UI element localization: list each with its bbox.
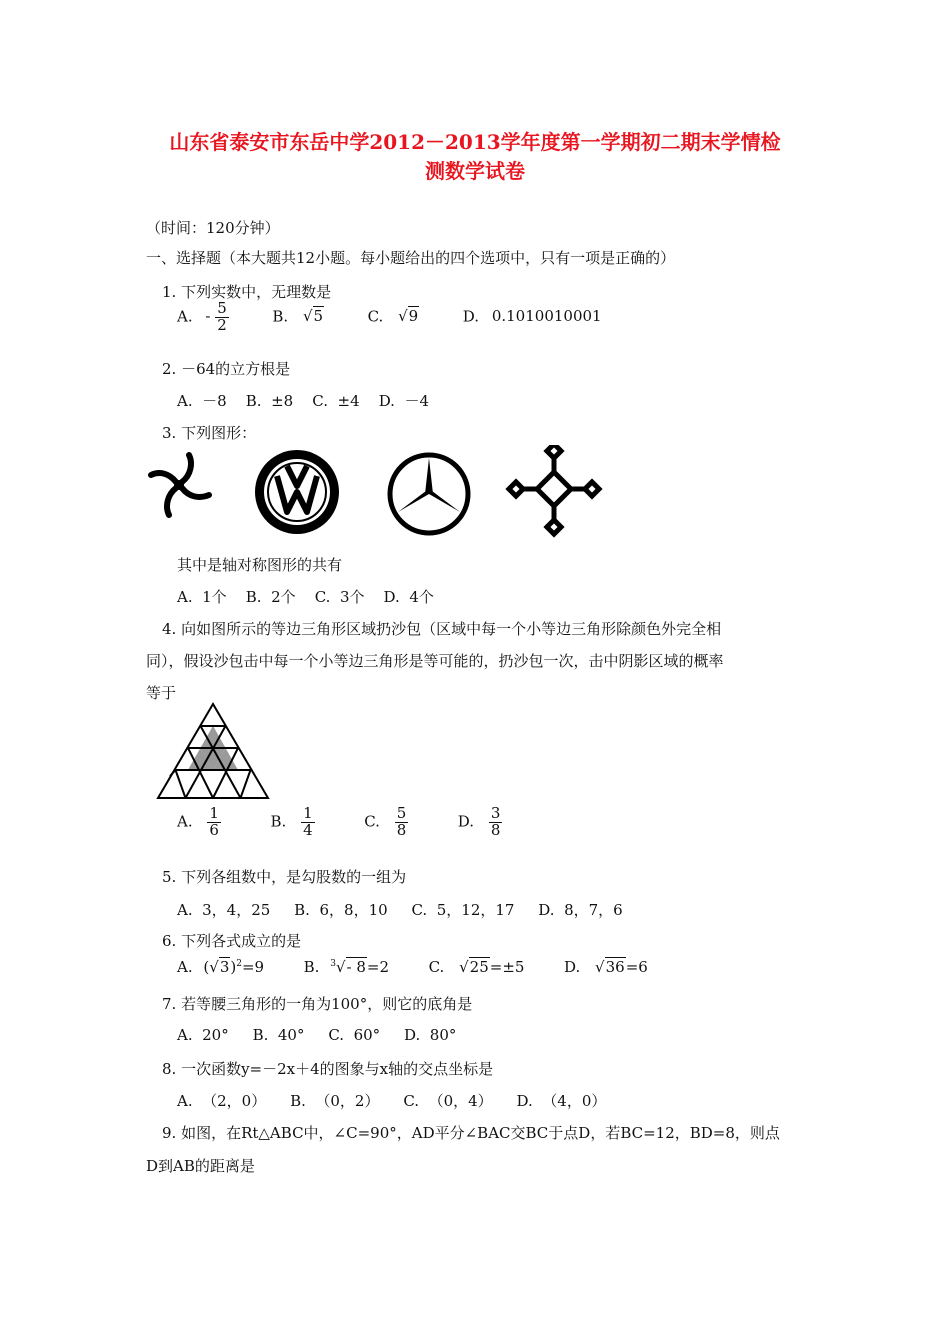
q6-options [177,958,648,976]
swirl-symbol-icon [151,455,209,515]
q9-line1: 9. 如图，在Rt△ABC中，∠C=90°，AD平分∠BAC交BC于点D，若BC=12，BD=8，则点 [162,1124,780,1142]
q4-a-label: A. [177,812,193,831]
q4-d-label: D. [457,812,475,831]
q7-options: A. 20° B. 40° C. 60° D. 80° [177,1026,457,1044]
vw-logo-icon [255,450,339,534]
triangle-grid-figure [152,700,274,804]
q1-stem: 1. 下列实数中，无理数是 [162,283,332,301]
q4-c-fraction: $\frac{5}{8}$ [396,804,407,839]
q6-c-expr: √25=±5 [459,958,525,976]
q4-line1: 4. 向如图所示的等边三角形区域扔沙包（区域中每一个小等边三角形除颜色外完全相 [162,620,722,638]
q4-d-fraction: $\frac{3}{8}$ [490,804,501,839]
q6-d-expr: √36=6 [595,958,648,976]
q4-b-label: B. [270,812,287,831]
q2-stem: 2. －64的立方根是 [162,360,291,378]
q1-c-label: C. [367,307,384,326]
q3-stem: 3. 下列图形： [162,424,257,442]
q6-a-label: A. [177,958,193,976]
time-note: （时间：120分钟） [146,219,280,237]
q7-stem: 7. 若等腰三角形的一角为100°，则它的底角是 [162,995,473,1013]
q4-a-fraction: $\frac{1}{6}$ [209,804,219,839]
q2-options: A. －8 B. ±8 C. ±4 D. －4 [177,392,430,410]
q8-stem: 8. 一次函数y=－2x＋4的图象与x轴的交点坐标是 [162,1060,494,1078]
q4-line2: 同），假设沙包击中每一个小等边三角形是等可能的，扔沙包一次，击中阴影区域的概率 [146,652,724,670]
q5-options: A. 3，4，25 B. 6，8，10 C. 5，12，17 D. 8，7，6 [177,901,623,919]
q6-a-expr: $(√3)^2=9$ [203,958,265,976]
q6-b-expr: $^3$√- 8=2 [330,958,390,976]
q8-options: A. （2，0） B. （0，2） C. （0，4） D. （4，0） [177,1092,607,1110]
q1-c-sqrt: √9 [398,307,419,326]
section-heading: 一、选择题（本大题共12小题。每小题给出的四个选项中，只有一项是正确的） [146,249,676,267]
q1-a-sign: - [205,307,211,326]
q4-c-label: C. [364,812,380,831]
title-line2: 测数学试卷 [425,159,525,183]
title-line1: 山东省泰安市东岳中学2012－2013学年度第一学期初二期末学情检 [169,130,781,154]
q1-a-fraction: $\frac{5}{2}$ [217,299,227,334]
diamond-cross-icon [509,445,599,534]
q1-d-label: D. [462,307,480,326]
q3-options: A. 1个 B. 2个 C. 3个 D. 4个 [177,588,434,606]
q6-b-label: B. [303,958,320,976]
q3-note: 其中是轴对称图形的共有 [177,556,343,574]
q4-line3: 等于 [146,684,177,702]
q4-options [177,806,502,839]
q1-a-label: A. [177,307,193,326]
q3-figures [146,445,616,540]
q4-b-fraction: $\frac{1}{4}$ [303,804,313,839]
q6-stem: 6. 下列各式成立的是 [162,932,302,950]
q1-options [177,301,602,334]
q9-line2: D到AB的距离是 [146,1157,255,1175]
q5-stem: 5. 下列各组数中，是勾股数的一组为 [162,868,407,886]
q6-d-label: D. [564,958,581,976]
mercedes-star-icon [390,455,468,533]
q6-c-label: C. [428,958,445,976]
q1-d-value: 0.1010010001 [491,307,602,326]
q1-b-sqrt: √5 [302,307,324,326]
q1-b-label: B. [272,307,289,326]
